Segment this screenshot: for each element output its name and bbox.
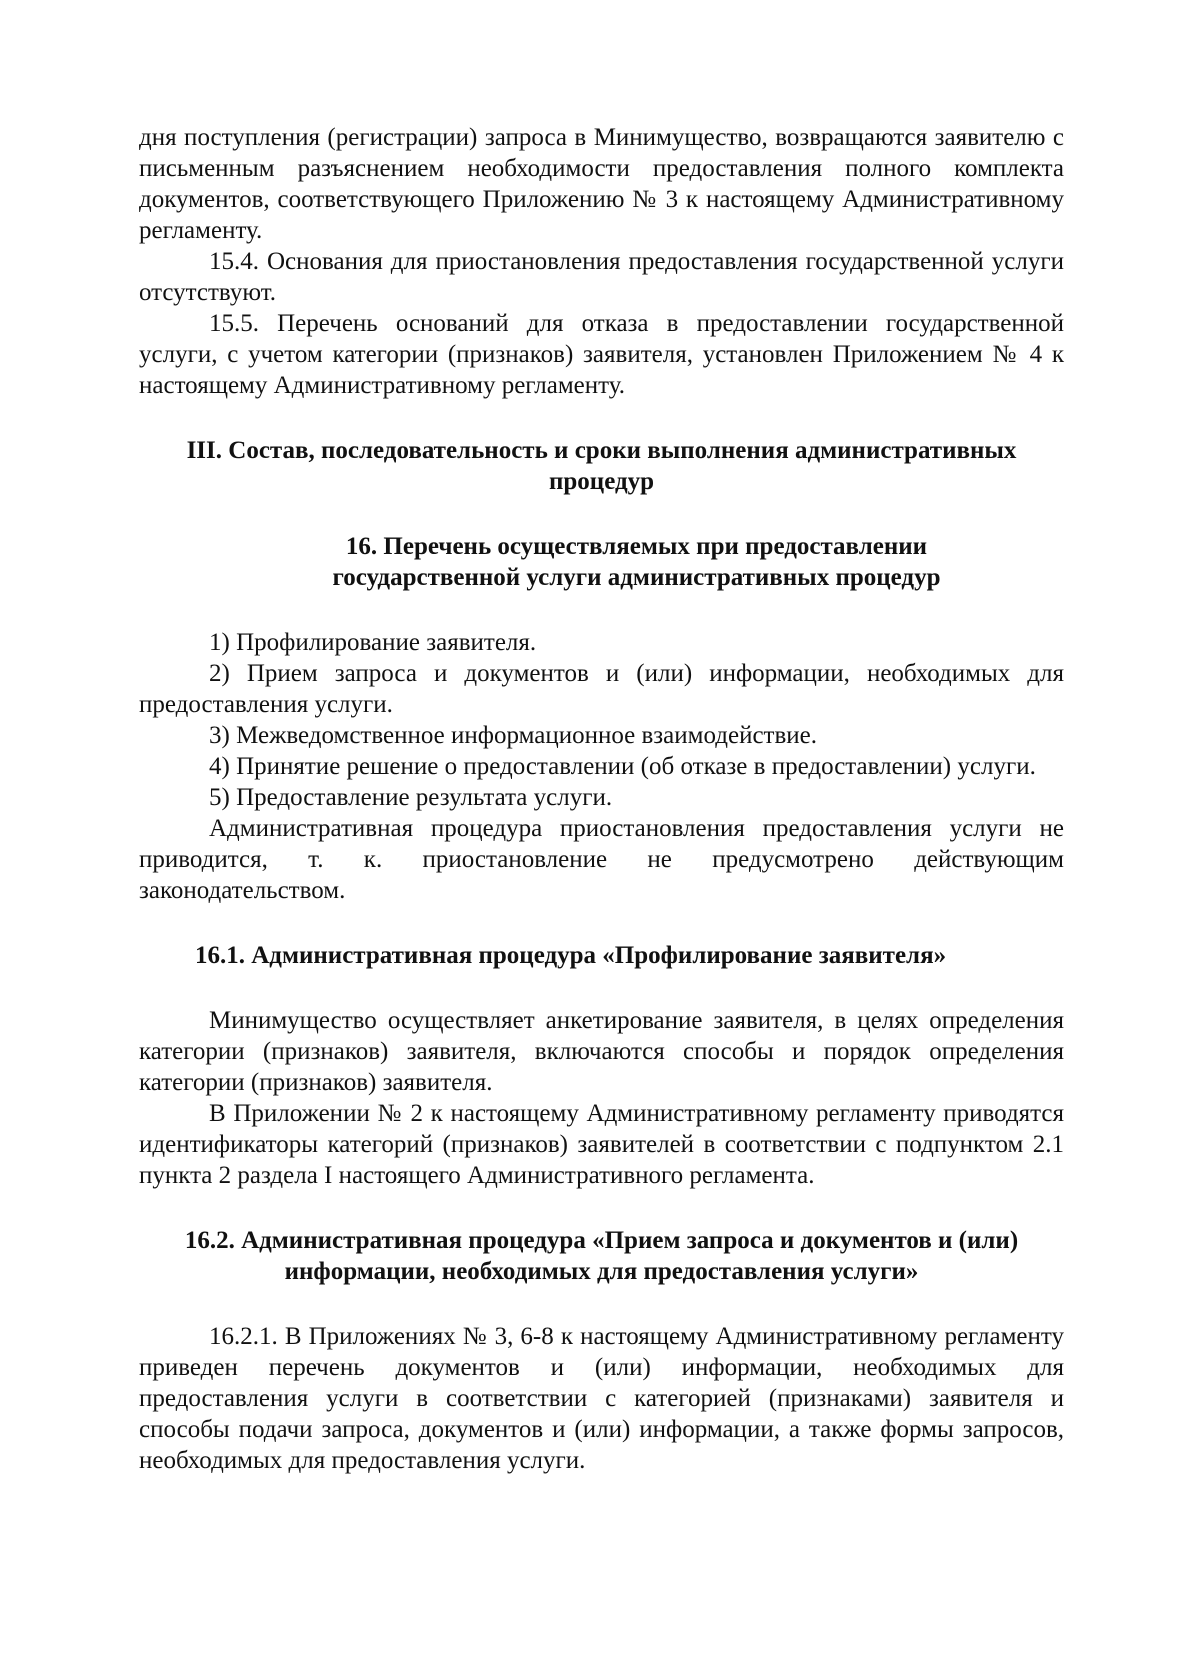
list-item: 1) Профилирование заявителя. (209, 629, 537, 656)
paragraph-continuation: дня поступления (регистрации) запроса в Минимущество, возвращаются заявителю с письменным разъяснением необходимости предоставления полного комплекта документов, соответствующего Приложению № 3 к настоящему Административному регламенту. (139, 124, 1064, 244)
paragraph-16-2-1: 16.2.1. В Приложениях № 3, 6-8 к настоящему Административному регламенту приведен перечень документов и (или) информации, необходимых для предоставления услуги в соответствии с категорией (признаками) заявителя и способы подачи запроса, документов и (или) информации, а также формы запросов, необходимых для предоставления услуги. (139, 1323, 1064, 1474)
section-16-2-heading: 16.2. Административная процедура «Прием запроса и документов и (или) информации, необходимых для предоставления услуги» (184, 1227, 1019, 1285)
paragraph-15-4: 15.4. Основания для приостановления предоставления государственной услуги отсутствуют. (139, 248, 1064, 306)
list-item: 2) Прием запроса и документов и (или) информации, необходимых для предоставления услуги. (139, 660, 1064, 718)
section-16-heading: 16. Перечень осуществляемых при предоставлении государственной услуги административных процедур (332, 533, 941, 591)
section-16-1-heading: 16.1. Административная процедура «Профилирование заявителя» (195, 942, 947, 969)
section-3-heading: III. Состав, последовательность и сроки выполнения административных процедур (186, 437, 1017, 495)
document-body (139, 122, 1064, 1476)
paragraph-16-1-b: В Приложении № 2 к настоящему Административному регламенту приводятся идентификаторы категорий (признаков) заявителей в соответствии с подпунктом 2.1 пункта 2 раздела I настоящего Административного регламента. (139, 1100, 1064, 1189)
paragraph-15-5: 15.5. Перечень оснований для отказа в предоставлении государственной услуги, с учетом категории (признаков) заявителя, установлен Приложением № 4 к настоящему Административному регламенту. (139, 310, 1064, 399)
paragraph-16-1-a: Минимущество осуществляет анкетирование заявителя, в целях определения категории (признаков) заявителя, включаются способы и порядок определения категории (признаков) заявителя. (139, 1007, 1064, 1096)
list-item: 5) Предоставление результата услуги. (209, 784, 613, 811)
list-item: 3) Межведомственное информационное взаимодействие. (209, 722, 818, 749)
list-item: 4) Принятие решение о предоставлении (об отказе в предоставлении) услуги. (209, 753, 1036, 780)
paragraph-suspension: Административная процедура приостановления предоставления услуги не приводится, т. к. приостановление не предусмотрено действующим законодательством. (139, 815, 1064, 904)
